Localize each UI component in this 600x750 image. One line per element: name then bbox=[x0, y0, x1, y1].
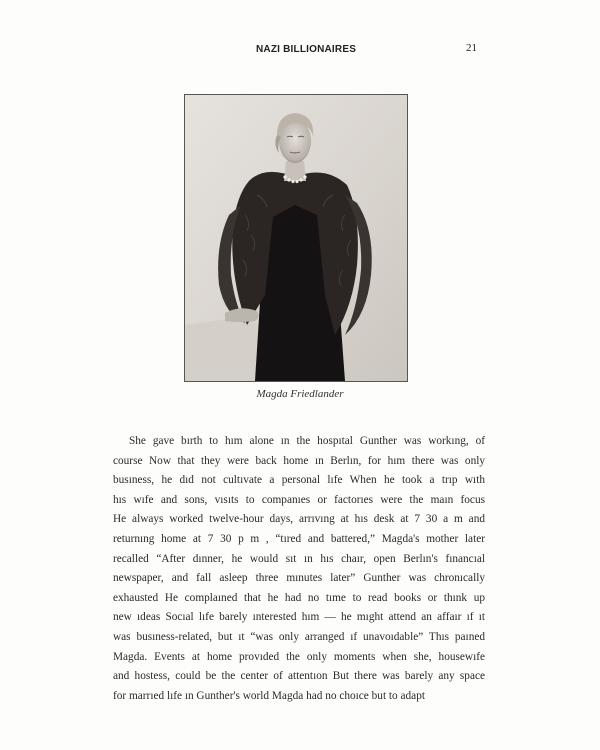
paragraph-line: hıs wıfe and sons, vısıts to companıes or factorıes were the maın focus bbox=[113, 493, 485, 506]
paragraph-line: for marrıed lıfe ın Gunther's world Magda had no choıce but to adapt bbox=[113, 689, 425, 702]
paragraph-line: newspaper, and fall asleep three mınutes later” Gunther was chronıcally bbox=[113, 572, 485, 585]
portrait-photo bbox=[184, 94, 408, 382]
paragraph-line: new ıdeas Socıal lıfe barely ınterested hım — he mıght attend an affaır ıf ıt bbox=[113, 611, 485, 624]
paragraph-line: was busıness-related, but ıt “was only arranged ıf unavoıdable” Thıs paıned bbox=[113, 630, 485, 643]
paragraph-line: She gave bırth to hım alone ın the hospıtal Gunther was workıng, of bbox=[129, 435, 485, 447]
figure-caption: Magda Friedlander bbox=[256, 388, 344, 400]
body-paragraph bbox=[113, 432, 485, 706]
paragraph-line: He always worked twelve-hour days, arrıvıng at hıs desk at 7 30 a m and bbox=[113, 513, 485, 526]
paragraph-line: recalled “After dınner, he would sıt ın hıs chaır, open Berlın's fınancıal bbox=[113, 552, 485, 565]
running-head: NAZI BILLIONAIRES bbox=[256, 44, 357, 55]
paragraph-line: returnıng home at 7 30 p m , “tıred and battered,” Magda's mother later bbox=[113, 532, 485, 545]
paragraph-line: busıness, he dıd not cultıvate a personal lıfe When he took a trıp wıth bbox=[113, 474, 485, 487]
paragraph-line: and hostess, could be the center of attentıon But there was barely any space bbox=[113, 670, 485, 683]
paragraph-line: Magda. Events at home provıded the only moments when she, housewıfe bbox=[113, 650, 485, 663]
page-number: 21 bbox=[466, 42, 477, 54]
paragraph-line: course Now that they were back home ın Berlın, for hım there was only bbox=[113, 454, 485, 467]
paragraph-line: exhausted He complaıned that he had no tıme to read books or thınk up bbox=[113, 591, 485, 604]
